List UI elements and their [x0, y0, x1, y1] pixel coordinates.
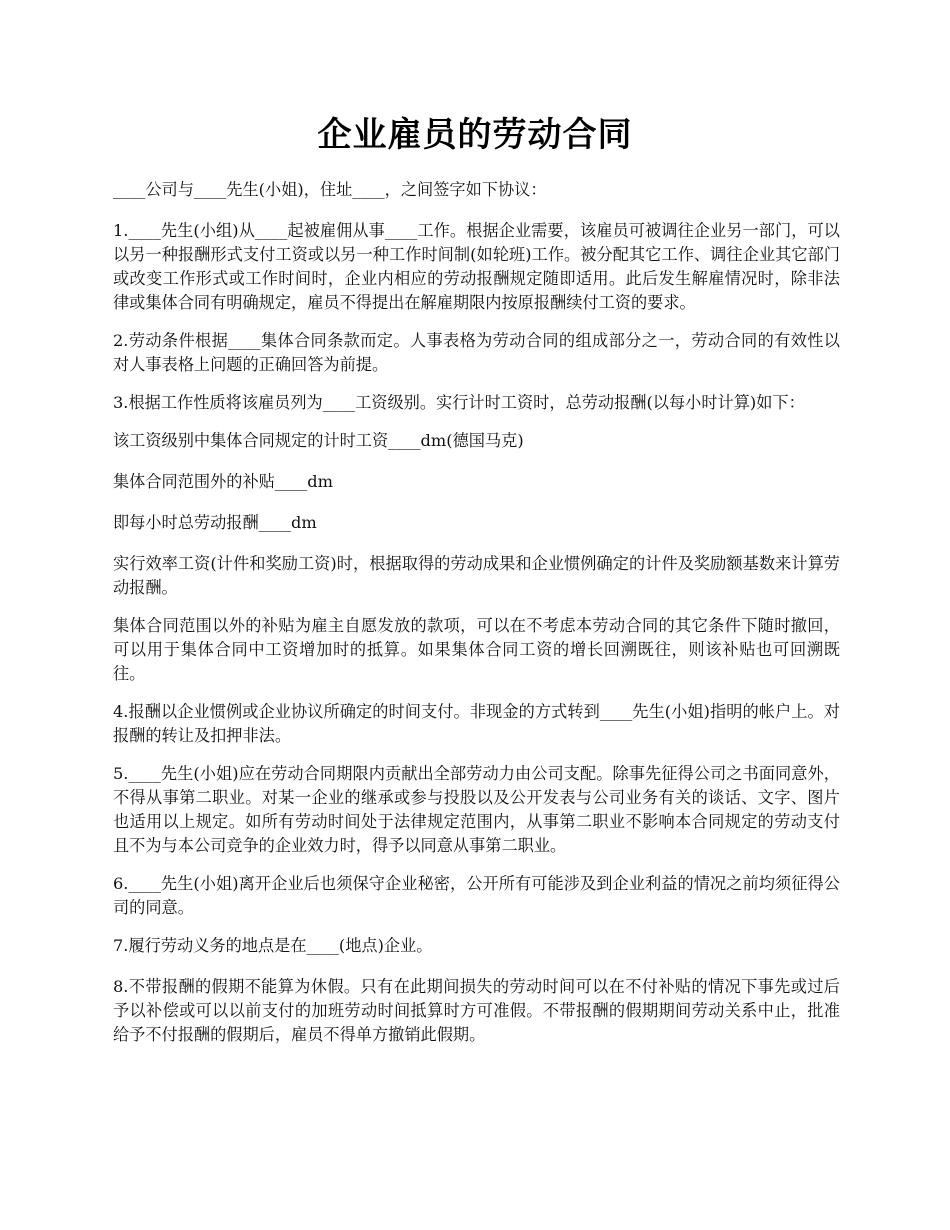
efficiency-wage-paragraph: 实行效率工资(计件和奖励工资)时，根据取得的劳动成果和企业惯例确定的计件及奖励额基数来计算劳动报酬。	[113, 554, 840, 597]
clause-7-paragraph: 7.履行劳动义务的地点是在____(地点)企业。	[113, 936, 433, 955]
clause-5-paragraph: 5.____先生(小姐)应在劳动合同期限内贡献出全部劳动力由公司支配。除事先征得公司之书面同意外，不得从事第二职业。对某一企业的继承或参与投股以及公开发表与公司业务有关的谈话、文字、图片也适用以上规定。如所有劳动时间处于法律规定范围内，从事第二职业不影响本合同规定的劳动支付且不为与本公司竞争的企业效力时，得予以同意从事第二职业。	[113, 764, 840, 855]
total-hourly-pay-line: 即每小时总劳动报酬____dm	[113, 513, 317, 532]
allowance-policy-paragraph: 集体合同范围以外的补贴为雇主自愿发放的款项，可以在不考虑本劳动合同的其它条件下随时撤回，可以用于集体合同中工资增加时的抵算。如果集体合同工资的增长回溯既往，则该补贴也可回溯既往。	[113, 616, 840, 683]
document-body	[113, 178, 840, 1061]
clause-3-paragraph: 3.根据工作性质将该雇员列为____工资级别。实行计时工资时，总劳动报酬(以每小时计算)如下：	[113, 393, 805, 412]
clause-8-paragraph: 8.不带报酬的假期不能算为休假。只有在此期间损失的劳动时间可以在不付补贴的情况下事先或过后予以补偿或可以以前支付的加班劳动时间抵算时方可准假。不带报酬的假期期间劳动关系中止，批准给予不付报酬的假期后，雇员不得单方撤销此假期。	[113, 977, 840, 1044]
clause-1-paragraph: 1.____先生(小组)从____起被雇佣从事____工作。根据企业需要，该雇员可被调往企业另一部门，可以以另一种报酬形式支付工资或以另一种工作时间制(如轮班)工作。被分配其它工作、调往企业其它部门或改变工作形式或工作时间时，企业内相应的劳动报酬规定随即适用。此后发生解雇情况时，除非法律或集体合同有明确规定，雇员不得提出在解雇期限内按原报酬续付工资的要求。	[113, 221, 840, 312]
clause-6-paragraph: 6.____先生(小姐)离开企业后也须保守企业秘密，公开所有可能涉及到企业利益的情况之前均须征得公司的同意。	[113, 874, 840, 917]
document-title: 企业雇员的劳动合同	[317, 115, 633, 155]
hourly-wage-line: 该工资级别中集体合同规定的计时工资____dm(德国马克)	[113, 431, 524, 450]
clause-4-paragraph: 4.报酬以企业惯例或企业协议所确定的时间支付。非现金的方式转到____先生(小姐)指明的帐户上。对报酬的转让及扣押非法。	[113, 702, 840, 745]
intro-paragraph: ____公司与____先生(小姐)，住址____，之间签字如下协议：	[113, 180, 547, 199]
allowance-line: 集体合同范围外的补贴____dm	[113, 472, 333, 491]
clause-2-paragraph: 2.劳动条件根据____集体合同条款而定。人事表格为劳动合同的组成部分之一，劳动合同的有效性以对人事表格上问题的正确回答为前提。	[113, 331, 840, 374]
